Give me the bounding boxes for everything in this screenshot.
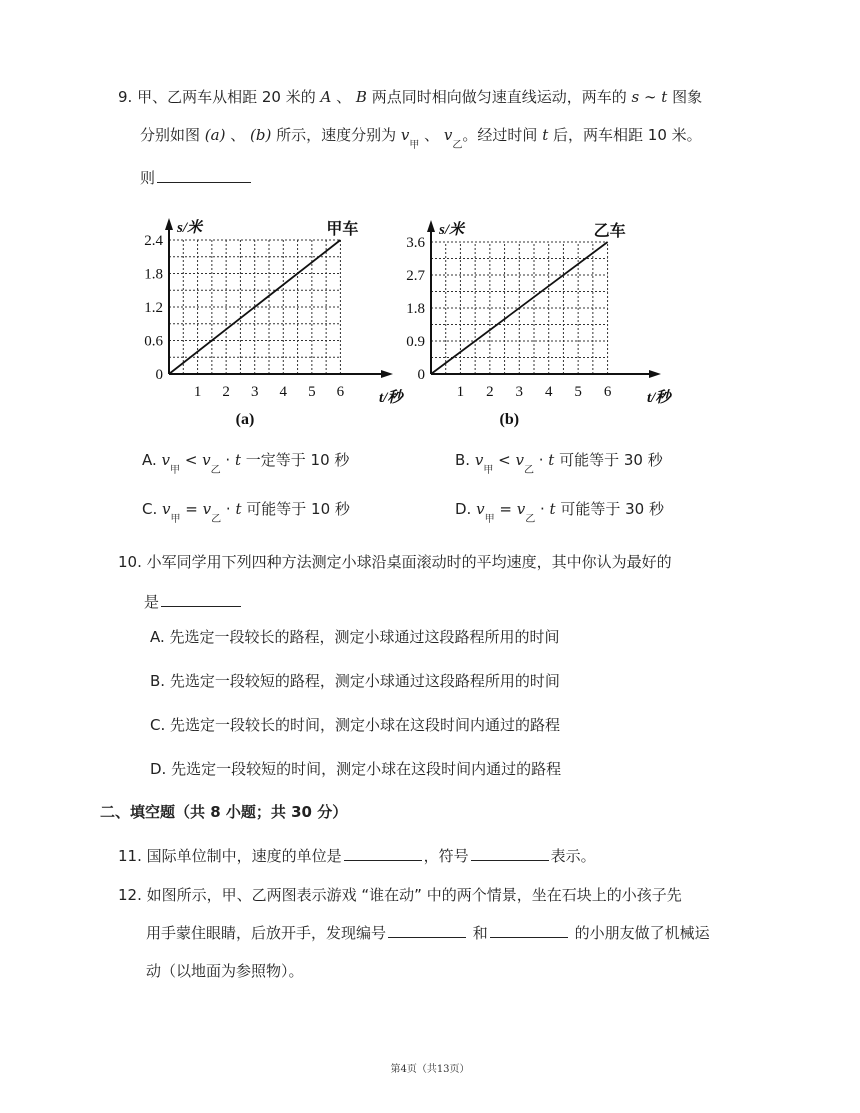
- x-tick-label: 1: [193, 384, 202, 400]
- y-tick-label: 0.9: [406, 334, 425, 350]
- answer-blank[interactable]: [388, 923, 466, 938]
- q9-option-c[interactable]: C. $v_甲 = v_乙 \cdot t$ 可能等于 10 秒: [142, 500, 350, 525]
- x-tick-label: 3: [250, 384, 259, 400]
- chart-title: 乙车: [593, 223, 626, 240]
- x-tick-label: 2: [222, 384, 230, 400]
- q9-var-t: t: [542, 126, 549, 144]
- q9-cap-b: (b): [250, 126, 272, 144]
- x-tick-label: 5: [308, 384, 316, 400]
- y-tick-label: 2.7: [406, 268, 425, 284]
- x-axis-arrow: [649, 370, 661, 378]
- y-axis-arrow: [427, 220, 435, 232]
- answer-blank[interactable]: [490, 923, 568, 938]
- section-heading: 二、填空题（共 8 小题；共 30 分）: [100, 803, 348, 821]
- x-tick-label: 5: [574, 384, 582, 400]
- chart-title: 甲车: [326, 221, 359, 238]
- x-axis-label: t/秒: [647, 390, 671, 406]
- chart-b: [395, 212, 671, 437]
- q10-option-c[interactable]: C. 先选定一段较长的时间，测定小球在这段时间内通过的路程: [150, 716, 561, 734]
- x-tick-label: 2: [486, 384, 494, 400]
- v-yi: $v_乙$: [443, 126, 463, 151]
- q9-option-a[interactable]: A. $v_甲 < v_乙 \cdot t$ 一定等于 10 秒: [142, 451, 350, 476]
- y-axis-label: s/米: [439, 222, 465, 238]
- page-footer: 第4页（共13页）: [390, 1064, 470, 1075]
- y-tick-label: 0: [417, 367, 425, 383]
- chart-caption: (b): [499, 411, 520, 428]
- q9-text: 甲、乙两车从相距 20 米的: [137, 88, 316, 106]
- q9-text: 。经过时间: [462, 126, 538, 144]
- x-axis-label: t/秒: [379, 390, 403, 406]
- q10-option-d[interactable]: D. 先选定一段较短的时间，测定小球在这段时间内通过的路程: [150, 760, 562, 778]
- q12-line1: 12. 如图所示，甲、乙两图表示游戏 “谁在动” 中的两个情景，坐在石块上的小孩子先: [118, 886, 682, 904]
- x-tick-label: 6: [603, 384, 612, 400]
- q9-text: 图象: [672, 88, 703, 106]
- q10-number: 10.: [118, 553, 142, 571]
- x-tick-label: 6: [336, 384, 345, 400]
- y-axis-arrow: [165, 218, 173, 230]
- q9-option-b[interactable]: B. $v_甲 < v_乙 \cdot t$ 可能等于 30 秒: [455, 451, 663, 476]
- q9-option-d[interactable]: D. $v_甲 = v_乙 \cdot t$ 可能等于 30 秒: [455, 500, 664, 525]
- q11-number: 11.: [118, 847, 142, 865]
- q9-var-b: B: [355, 88, 367, 106]
- y-tick-label: 3.6: [406, 235, 425, 251]
- chart-caption: (a): [235, 411, 255, 428]
- q12-line3: 动（以地面为参照物）。: [146, 962, 304, 980]
- x-axis-arrow: [381, 370, 393, 378]
- q10-text: 小军同学用下列四种方法测定小球沿桌面滚动时的平均速度，其中你认为最好的: [146, 553, 672, 571]
- q10-option-b[interactable]: B. 先选定一段较短的路程，测定小球通过这段路程所用的时间: [150, 672, 560, 690]
- y-tick-label: 0.6: [144, 333, 163, 350]
- q9-var-st: s ∼ t: [631, 88, 668, 106]
- y-axis-label: s/米: [177, 220, 203, 236]
- v-jia: $v_甲$: [400, 126, 420, 151]
- q9-line2: 分别如图 (a) 、 (b) 所示，速度分别为 $v_甲$ 、 $v_乙$。经过时间 t 后，两车相距 10 米。: [140, 126, 702, 151]
- q9-text: 分别如图: [140, 126, 201, 144]
- answer-blank[interactable]: [344, 846, 422, 861]
- q12-number: 12.: [118, 886, 142, 904]
- x-tick-label: 4: [279, 384, 288, 400]
- answer-blank[interactable]: [157, 168, 251, 183]
- y-tick-label: 1.8: [144, 266, 163, 283]
- y-tick-label: 0: [155, 367, 163, 383]
- q9-sep: 、: [331, 88, 356, 106]
- q9-text: 两点同时相向做匀速直线运动，两车的: [366, 88, 627, 106]
- q9-number: 9.: [118, 88, 133, 106]
- y-tick-label: 1.2: [144, 300, 163, 316]
- y-tick-label: 2.4: [144, 233, 163, 249]
- answer-blank[interactable]: [161, 592, 241, 607]
- q9-line3: [140, 167, 253, 188]
- q9-cap-a: (a): [204, 126, 226, 144]
- q10-line2: 是: [144, 591, 243, 612]
- q9-text: 所示，速度分别为: [271, 126, 397, 144]
- x-tick-label: 1: [456, 384, 465, 400]
- q9-text: 后，两车相距 10 米。: [553, 126, 702, 144]
- q9-line1: [118, 86, 702, 107]
- q10-line1: [118, 551, 672, 572]
- q9-var-a: A: [320, 88, 332, 106]
- q9-sep: 、: [225, 126, 250, 144]
- x-tick-label: 3: [515, 384, 524, 400]
- q10-option-a[interactable]: A. 先选定一段较长的路程，测定小球通过这段路程所用的时间: [150, 628, 560, 646]
- q9-text: 则: [140, 169, 156, 187]
- answer-blank[interactable]: [471, 846, 549, 861]
- chart-a: [140, 212, 403, 437]
- x-tick-label: 4: [544, 384, 553, 400]
- y-tick-label: 1.8: [406, 301, 425, 317]
- q12-line2: 用手蒙住眼睛，后放开手，发现编号 和 的小朋友做了机械运: [146, 924, 710, 942]
- q11: 11. 国际单位制中，速度的单位是 ，符号 表示。: [118, 847, 596, 865]
